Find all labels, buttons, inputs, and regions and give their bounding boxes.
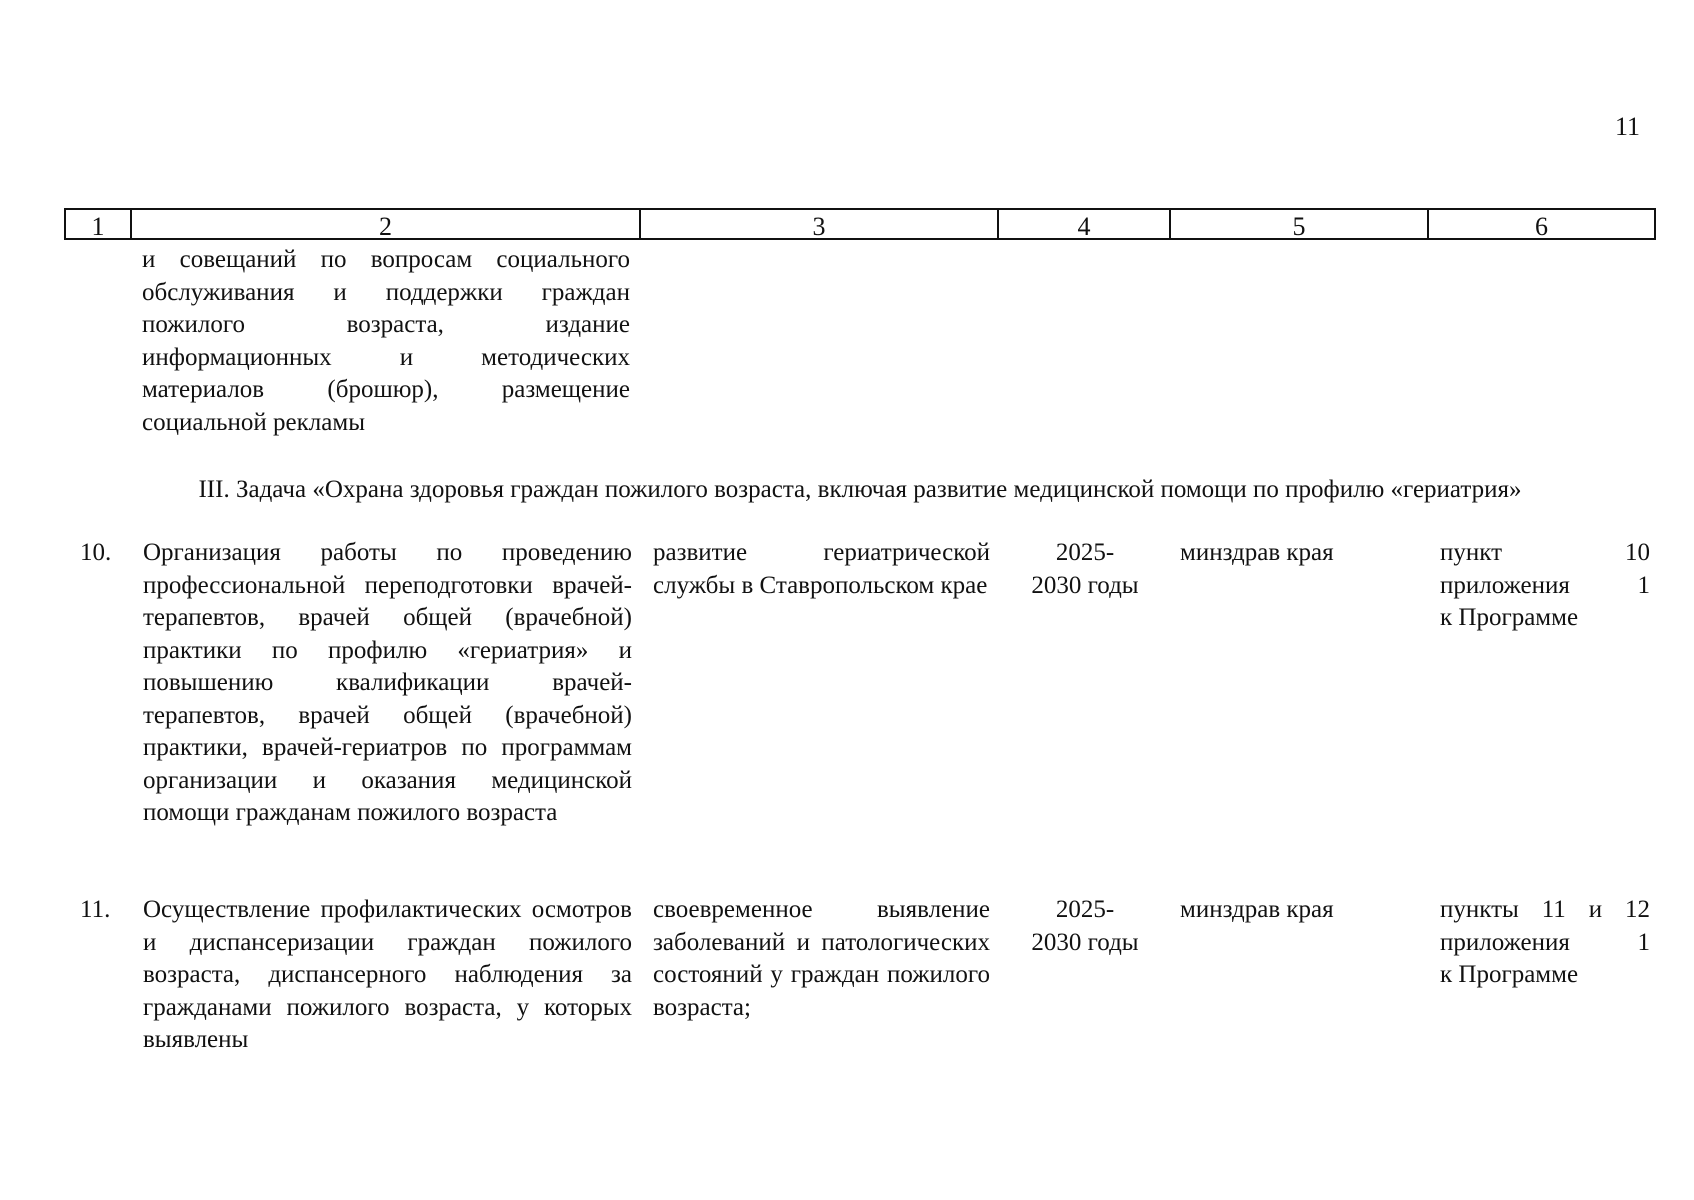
- page-number: 11: [1614, 112, 1640, 141]
- column-header-2: 2: [132, 210, 641, 238]
- row-executor: минздрав края: [1180, 539, 1334, 566]
- section-heading: III. Задача «Охрана здоровья граждан пожилого возраста, включая развитие медицинской помощи по профилю «гериатрия»: [198, 476, 1522, 503]
- row-reference-line2: приложения 1: [1440, 928, 1650, 956]
- row-reference-line3: к Программе: [1440, 961, 1579, 988]
- row-period-line2: 2030 годы: [1031, 571, 1139, 599]
- row-reference-line1: пункт 10: [1440, 539, 1650, 566]
- column-header-6: 6: [1535, 212, 1548, 241]
- row-reference: [1440, 894, 1650, 992]
- column-header-5: 5: [1171, 210, 1429, 238]
- row-reference: [1440, 537, 1650, 635]
- row-period-line2: 2030 годы: [1031, 928, 1139, 956]
- row-reference-line1: пункты 11 и 12: [1440, 896, 1650, 923]
- row-period-line1: 2025-: [1055, 896, 1115, 923]
- row-reference-line2: приложения 1: [1440, 571, 1650, 599]
- row-reference-line3: к Программе: [1440, 604, 1579, 631]
- column-header-3: 3: [641, 210, 999, 238]
- table-header-row: [64, 208, 1656, 240]
- row-description: Организация работы по проведению профессиональной переподготовки врачей-терапевтов, врачей общей (врачебной) практики по профилю «гериатрия» и повышению квалификации врачей-терапевтов, врачей общей (врачебной) практики, врачей-гериатров по программам организации и оказания медицинской помощи гражданам пожилого возраста: [143, 539, 632, 826]
- row-result: развитие гериатрической службы в Ставропольском крае: [653, 539, 990, 599]
- row-result: своевременное выявление заболеваний и патологических состояний у граждан пожилого возраста;: [653, 896, 990, 1021]
- row-description: Осуществление профилактических осмотров и диспансеризации граждан пожилого возраста, диспансерного наблюдения за гражданами пожилого возраста, у которых выявлены: [143, 896, 632, 1053]
- row-executor: минздрав края: [1180, 896, 1334, 923]
- column-header-1: 1: [66, 210, 132, 238]
- column-header-4: 4: [999, 210, 1171, 238]
- continued-row-description: и совещаний по вопросам социального обслуживания и поддержки граждан пожилого возраста, издание информационных и методических материалов (брошюр), размещение социальной рекламы: [142, 246, 630, 436]
- row-period: [1010, 894, 1160, 959]
- row-number: 10.: [80, 539, 112, 566]
- row-period: [1010, 537, 1160, 602]
- row-number: 11.: [80, 896, 111, 923]
- row-period-line1: 2025-: [1055, 539, 1115, 566]
